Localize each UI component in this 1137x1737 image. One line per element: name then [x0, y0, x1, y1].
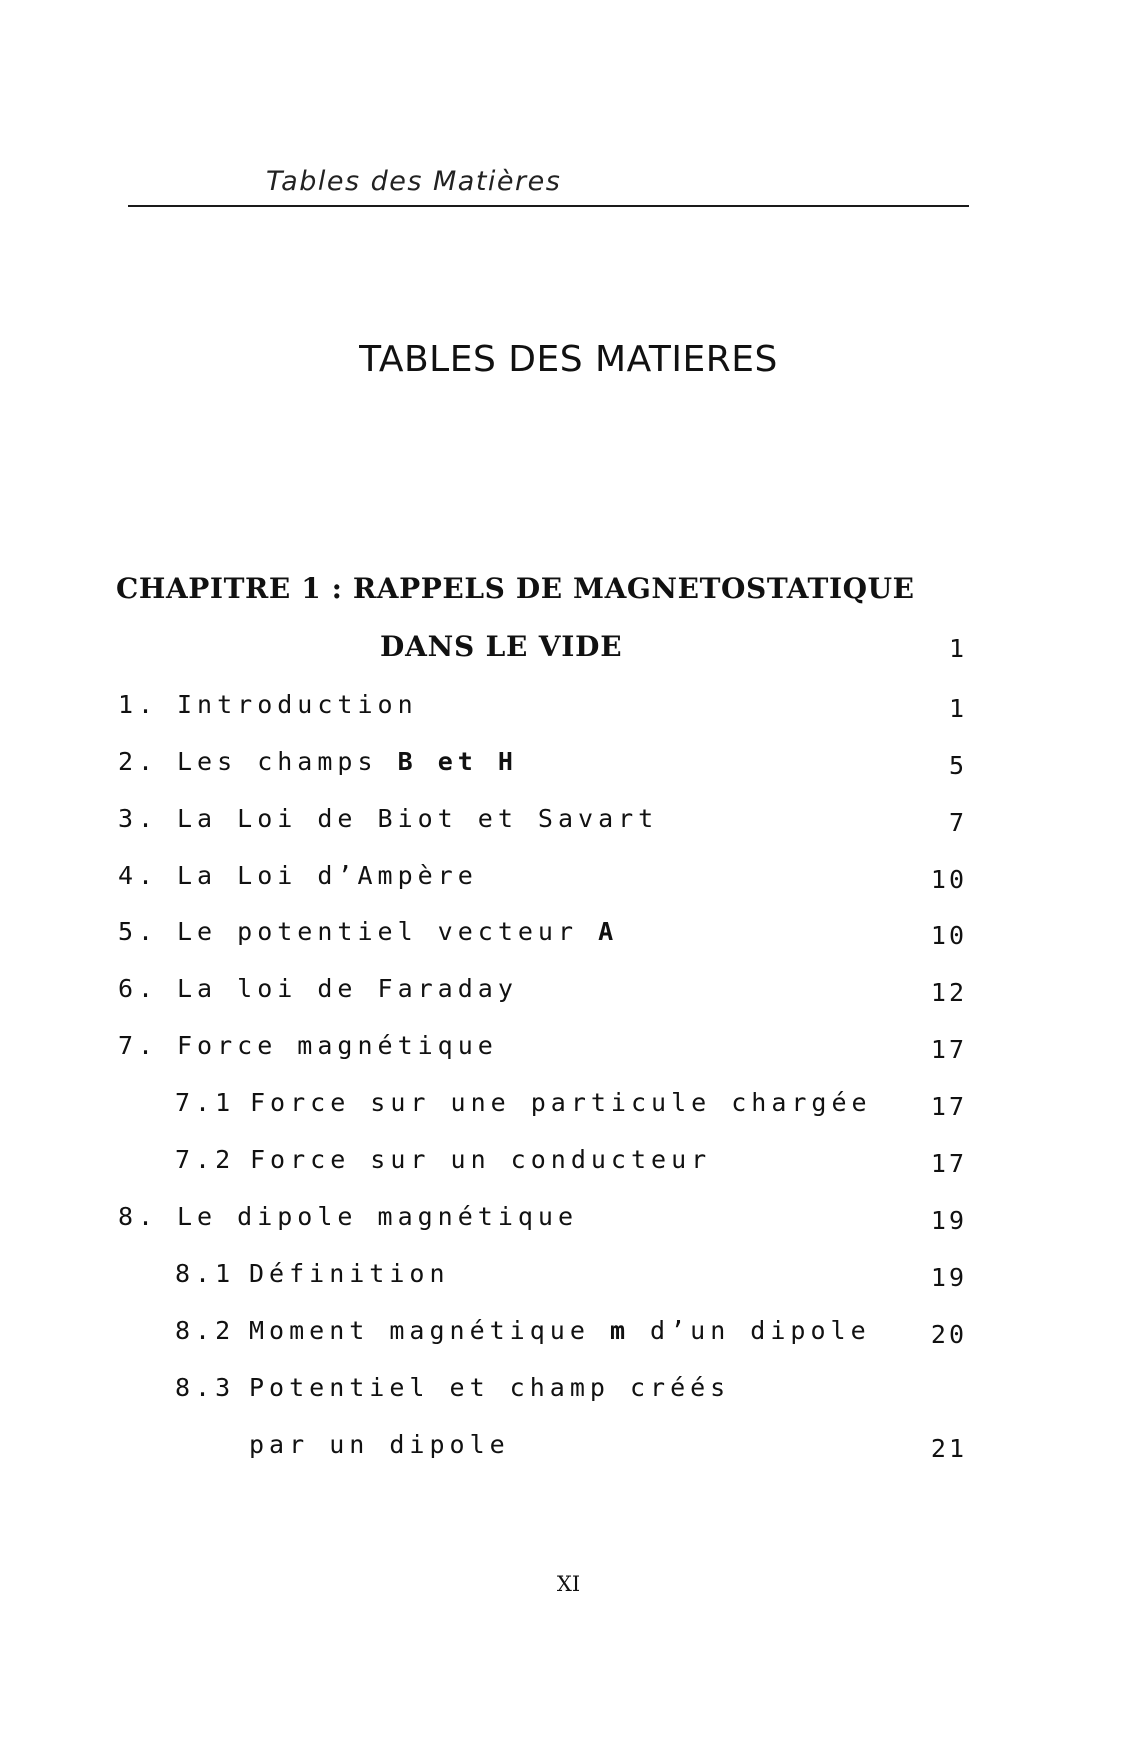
toc-subentry-number: 7.2 — [175, 1145, 236, 1174]
toc-entry-page: 19 — [930, 1263, 967, 1292]
toc-subentry-number: 8.2 — [175, 1316, 236, 1345]
toc-entry-page: 17 — [930, 1092, 967, 1121]
toc-entry-page: 10 — [930, 865, 967, 894]
chapter-title-line-1: CHAPITRE 1 : RAPPELS DE MAGNETOSTATIQUE — [116, 572, 915, 605]
chapter-page-number: 1 — [948, 634, 967, 663]
toc-entry-title: La loi de Faraday — [177, 974, 518, 1003]
toc-entry-page: 7 — [948, 808, 967, 837]
toc-subentry-number: 8.1 — [175, 1259, 236, 1288]
toc-entry-page: 19 — [930, 1206, 967, 1235]
toc-entry-number: 5. — [118, 917, 159, 946]
toc-entry-page: 1 — [948, 694, 967, 723]
toc-entry-title: La Loi d’Ampère — [177, 861, 478, 890]
toc-subentry-title: Moment magnétique m d’un dipole — [249, 1316, 871, 1345]
toc-entry-page: 17 — [930, 1149, 967, 1178]
toc-entry-title: La Loi de Biot et Savart — [177, 804, 659, 833]
header-rule — [128, 205, 969, 207]
toc-entry-page: 5 — [948, 751, 967, 780]
toc-entry-title: Les champs B et H — [177, 747, 518, 776]
vector-symbol-b: B — [397, 747, 418, 776]
page-title: TABLES DES MATIERES — [359, 339, 778, 380]
running-head: Tables des Matières — [266, 166, 562, 197]
toc-entry-title: Force magnétique — [177, 1031, 498, 1060]
toc-entry-title: Le dipole magnétique — [177, 1202, 579, 1231]
toc-entry-number: 7. — [118, 1031, 159, 1060]
toc-entry-number: 8. — [118, 1202, 159, 1231]
toc-entry-title: Le potentiel vecteur A — [177, 917, 619, 946]
toc-entry-page: 21 — [930, 1434, 967, 1463]
toc-subentry-title: Force sur un conducteur — [250, 1145, 712, 1174]
vector-symbol-a: A — [598, 917, 619, 946]
toc-entry-number: 6. — [118, 974, 159, 1003]
toc-entry-number: 2. — [118, 747, 159, 776]
page-folio: XI — [556, 1572, 581, 1596]
toc-entry-page: 12 — [930, 978, 967, 1007]
toc-subentry-number: 7.1 — [175, 1088, 236, 1117]
toc-subentry-number: 8.3 — [175, 1373, 236, 1402]
toc-subentry-title: Définition — [249, 1259, 450, 1288]
toc-entry-number: 3. — [118, 804, 159, 833]
toc-entry-number: 4. — [118, 861, 159, 890]
toc-entry-number: 1. — [118, 690, 159, 719]
toc-entry-page: 10 — [930, 921, 967, 950]
chapter-title-line-2: DANS LE VIDE — [380, 630, 623, 663]
toc-entry-title: Introduction — [177, 690, 418, 719]
toc-subentry-title: Force sur une particule chargée — [250, 1088, 872, 1117]
toc-entry-page: 17 — [930, 1035, 967, 1064]
vector-symbol-m: m — [609, 1316, 630, 1345]
toc-subentry-title: Potentiel et champ créés — [249, 1373, 731, 1402]
toc-entry-page: 20 — [930, 1320, 967, 1349]
toc-subentry-title-continuation: par un dipole — [249, 1430, 510, 1459]
